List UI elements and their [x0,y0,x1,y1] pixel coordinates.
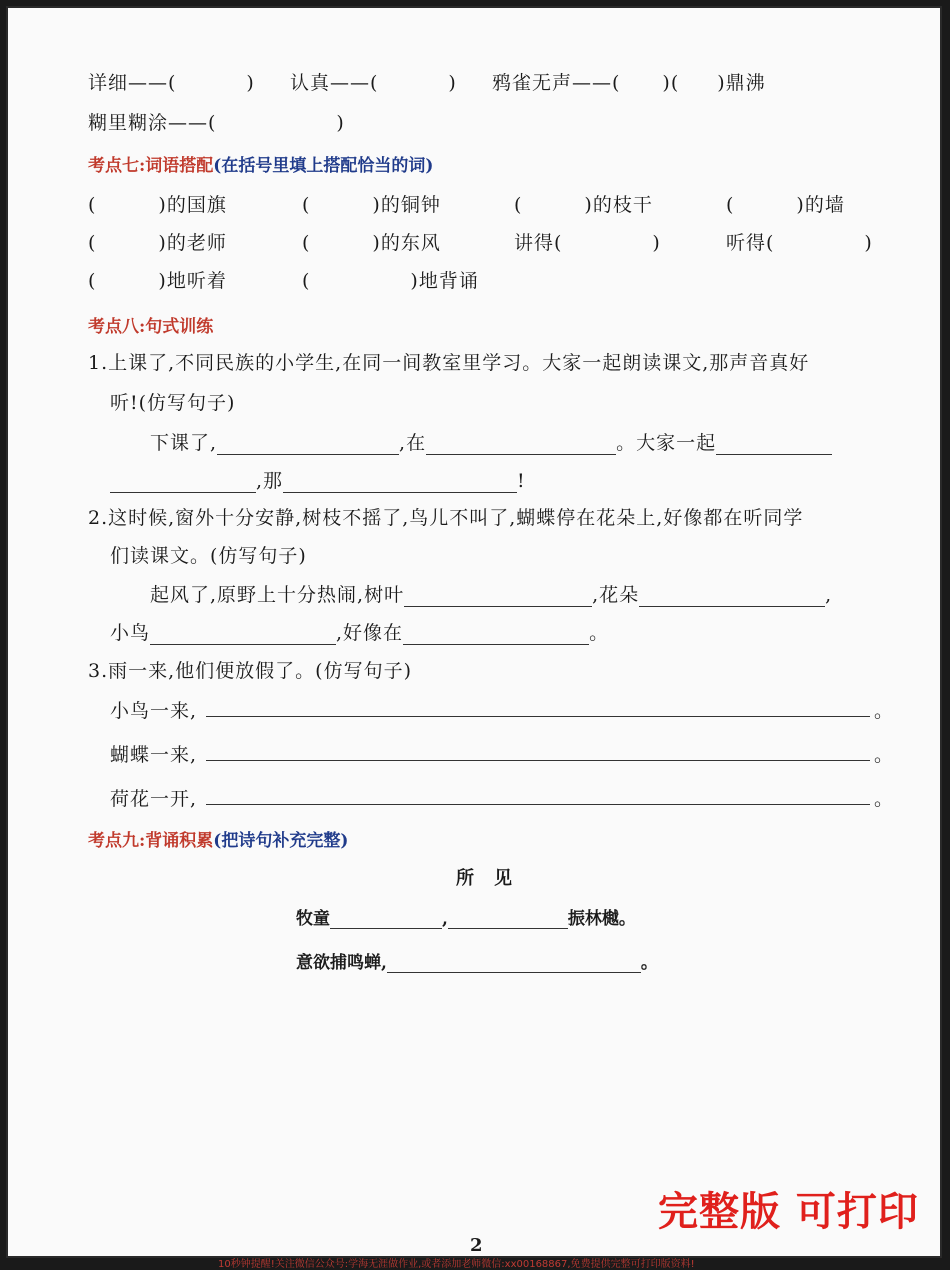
blank[interactable] [330,910,442,929]
text: ( [88,194,97,216]
section8-heading [88,312,213,337]
q1-fill-line2 [110,466,526,493]
answer-line[interactable] [206,804,870,805]
blank[interactable] [716,436,832,455]
text: ) [336,112,345,134]
poem-title: 所见 [456,868,532,889]
blank[interactable] [448,910,568,929]
word-item-hulihutu [88,108,345,135]
collocation-row-2 [88,228,227,255]
text: )的墙 [796,194,845,216]
q2-fill-line1 [150,580,832,607]
text: 。大家一起 [616,432,717,454]
text: 详细——( [88,72,177,94]
footer-notice: 10秒钟提醒!关注微信公众号:学海无涯做作业,或者添加老师微信:xx00168867,免费提供完整可打印版资料! [218,1259,695,1270]
text: ( [302,232,311,254]
worksheet-page [6,6,942,1270]
text: ! [517,470,526,492]
text: 小鸟 [110,622,151,644]
text: 讲得( [514,232,563,254]
collocation-row-1 [88,190,227,217]
collocation-row-2c [514,228,661,255]
text: ,那 [256,470,284,492]
q3-label-lotus: 荷花一开, [110,788,198,810]
blank[interactable] [110,474,256,493]
poem-line-2 [296,948,658,973]
collocation-row-2d [726,228,873,255]
text: 鸦雀无声——( [492,72,621,94]
text: ( [726,194,735,216]
word-item-yaquewusheng [492,68,766,95]
page-number: 2 [470,1235,483,1256]
text: )的老师 [158,232,227,254]
text: ( [302,270,311,292]
text: )的枝干 [584,194,653,216]
q2-prompt-line1: 2.这时候,窗外十分安静,树枝不摇了,鸟儿不叫了,蝴蝶停在花朵上,好像都在听同学 [88,507,804,529]
text: ) [652,232,661,254]
text: )( [662,72,680,94]
word-item-xiangxi [88,68,255,95]
collocation-row-1d [726,190,845,217]
text: 意欲捕鸣蝉, [296,953,387,973]
blank[interactable] [403,626,589,645]
instruction-text: (把诗句补充完整) [213,831,349,851]
text: ) [448,72,457,94]
text: , [442,909,448,929]
q1-prompt-line1: 1.上课了,不同民族的小学生,在同一间教室里学习。大家一起朗读课文,那声音真好 [88,352,810,374]
heading-text: 考点八:句式训练 [88,317,214,337]
blank[interactable] [426,436,616,455]
answer-line[interactable] [206,716,870,717]
word-item-renzhen [290,68,457,95]
period: 。 [874,700,895,722]
blank[interactable] [404,588,592,607]
answer-line[interactable] [206,760,870,761]
period: 。 [874,788,895,810]
q1-fill-line1 [150,428,832,455]
collocation-row-2b [302,228,441,255]
print-stamp: 完整版 可打印 [658,1189,919,1235]
text: 。 [589,622,610,644]
text: )地听着 [158,270,227,292]
section9-heading [88,826,348,851]
text: 牧童 [296,909,330,929]
text: 下课了, [150,432,218,454]
period: 。 [874,744,895,766]
text: 听得( [726,232,775,254]
text: ,好像在 [336,622,404,644]
text: )的国旗 [158,194,227,216]
heading-text: 考点九:背诵积累 [88,831,214,851]
text: 振林樾。 [567,909,636,929]
text: ( [88,232,97,254]
text: ( [88,270,97,292]
section7-heading [88,151,433,176]
blank[interactable] [217,436,399,455]
text: 糊里糊涂——( [88,112,217,134]
text: ,在 [399,432,427,454]
text: )的东风 [372,232,441,254]
text: 认真——( [290,72,379,94]
heading-text: 考点七:词语搭配 [88,156,214,176]
blank[interactable] [283,474,517,493]
q3-label-butterfly: 蝴蝶一来, [110,744,198,766]
blank[interactable] [387,954,641,973]
text: ( [514,194,523,216]
blank[interactable] [150,626,336,645]
blank[interactable] [639,588,825,607]
q2-fill-line2 [110,618,609,645]
text: , [825,584,833,606]
text: )的铜钟 [372,194,441,216]
text: 起风了,原野上十分热闹,树叶 [150,584,405,606]
text: ( [302,194,311,216]
poem-line-1 [296,904,636,929]
instruction-text: (在括号里填上搭配恰当的词) [213,156,434,176]
q3-label-bird: 小鸟一来, [110,700,198,722]
text: )鼎沸 [717,72,766,94]
collocation-row-3b [302,266,479,293]
collocation-row-1c [514,190,653,217]
text: 。 [640,953,658,973]
collocation-row-1b [302,190,441,217]
text: ,花朵 [592,584,640,606]
collocation-row-3 [88,266,227,293]
text: )地背诵 [410,270,479,292]
text: ) [864,232,873,254]
q3-prompt: 3.雨一来,他们便放假了。(仿写句子) [88,660,412,682]
q1-prompt-line2: 听!(仿写句子) [110,392,236,414]
q2-prompt-line2: 们读课文。(仿写句子) [110,545,307,567]
text: ) [246,72,255,94]
